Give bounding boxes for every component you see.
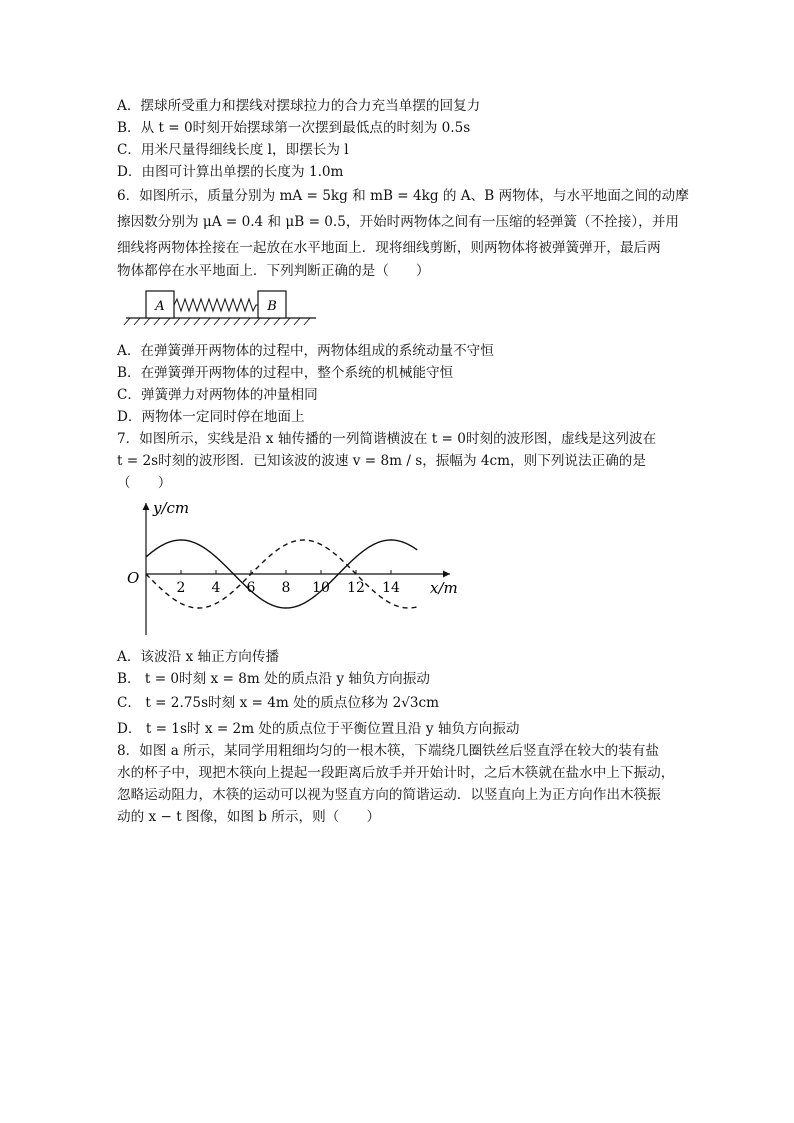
q6-option-b: B．在弹簧弹开两物体的过程中，整个系统的机械能守恒 bbox=[117, 365, 454, 381]
compressed-spring bbox=[174, 299, 258, 311]
q7-option-c: C． t = 2.75s时刻 x = 4m 处的质点位移为 2√3cm bbox=[117, 695, 440, 711]
x-tick-label: 4 bbox=[211, 580, 221, 596]
q6-option-a: A．在弹簧弹开两物体的过程中，两物体组成的系统动量不守恒 bbox=[117, 343, 494, 359]
y-axis-label: y/cm bbox=[153, 499, 190, 517]
block-b-label: B bbox=[267, 299, 277, 314]
q8-stem-line-4: 动的 x − t 图像，如图 b 所示，则（ ） bbox=[117, 809, 381, 825]
q6-spring-blocks-figure bbox=[120, 288, 320, 328]
q7-stem-line-2: t = 2s时刻的波形图．已知该波的波速 v = 8m / s，振幅为 4cm，则下列说法正确的是 bbox=[117, 453, 646, 469]
q7-stem-line-1: 7．如图所示，实线是沿 x 轴传播的一列简谐横波在 t = 0时刻的波形图，虚线是这列波在 bbox=[117, 431, 657, 447]
q7-option-b: B． t = 0时刻 x = 8m 处的质点沿 y 轴负方向振动 bbox=[117, 671, 430, 687]
q5-option-b: B．从 t = 0时刻开始摆球第一次摆到最低点的时刻为 0.5s bbox=[117, 120, 471, 136]
q7-stem-line-3: （ ） bbox=[117, 475, 172, 491]
q7-option-a: A．该波沿 x 轴正方向传播 bbox=[117, 649, 280, 665]
q7-wave-chart bbox=[115, 495, 465, 640]
q6-option-d: D．两物体一定同时停在地面上 bbox=[117, 409, 305, 425]
ground-hatching bbox=[124, 318, 310, 325]
x-tick-label: 2 bbox=[176, 580, 186, 596]
x-tick-label: 14 bbox=[382, 580, 400, 596]
q8-stem-line-2: 水的杯子中，现把木筷向上提起一段距离后放手并开始计时，之后木筷就在盐水中上下振动， bbox=[117, 765, 675, 781]
q5-option-a: A．摆球所受重力和摆线对摆球拉力的合力充当单摆的回复力 bbox=[117, 98, 481, 114]
q6-stem-line-2: 擦因数分别为 μA = 0.4 和 μB = 0.5，开始时两物体之间有一压缩的轻弹簧（不拴接），并用 bbox=[117, 214, 679, 230]
q6-option-c: C．弹簧弹力对两物体的冲量相同 bbox=[117, 387, 318, 403]
q6-stem-line-4: 物体都停在水平地面上．下列判断正确的是（ ） bbox=[117, 263, 430, 279]
x-axis-label: x/m bbox=[430, 579, 458, 597]
q5-option-d: D．由图可计算出单摆的长度为 1.0m bbox=[117, 164, 344, 180]
x-tick-label: 8 bbox=[281, 580, 291, 596]
origin-label: O bbox=[127, 569, 140, 587]
block-a-label: A bbox=[155, 299, 165, 314]
q8-stem-line-1: 8．如图 a 所示，某同学用粗细均匀的一根木筷，下端绕几圈铁丝后竖直浮在较大的装有盐 bbox=[117, 743, 659, 759]
x-tick-label: 10 bbox=[312, 580, 330, 596]
q7-option-d: D． t = 1s时 x = 2m 处的质点位于平衡位置且沿 y 轴负方向振动 bbox=[117, 721, 520, 737]
q6-stem-line-3: 细线将两物体拴接在一起放在水平地面上．现将细线剪断，则两物体将被弹簧弹开，最后两 bbox=[117, 240, 661, 256]
q8-stem-line-3: 忽略运动阻力，木筷的运动可以视为竖直方向的简谐运动．以竖直向上为正方向作出木筷振 bbox=[117, 787, 661, 803]
q5-option-c: C．用米尺量得细线长度 l，即摆长为 l bbox=[117, 142, 349, 158]
x-tick-label: 6 bbox=[246, 580, 256, 596]
x-tick-label: 12 bbox=[347, 580, 365, 596]
q6-stem-line-1: 6．如图所示，质量分别为 mA = 5kg 和 mB = 4kg 的 A、B 两物体，与水平地面之间的动摩 bbox=[117, 188, 689, 204]
